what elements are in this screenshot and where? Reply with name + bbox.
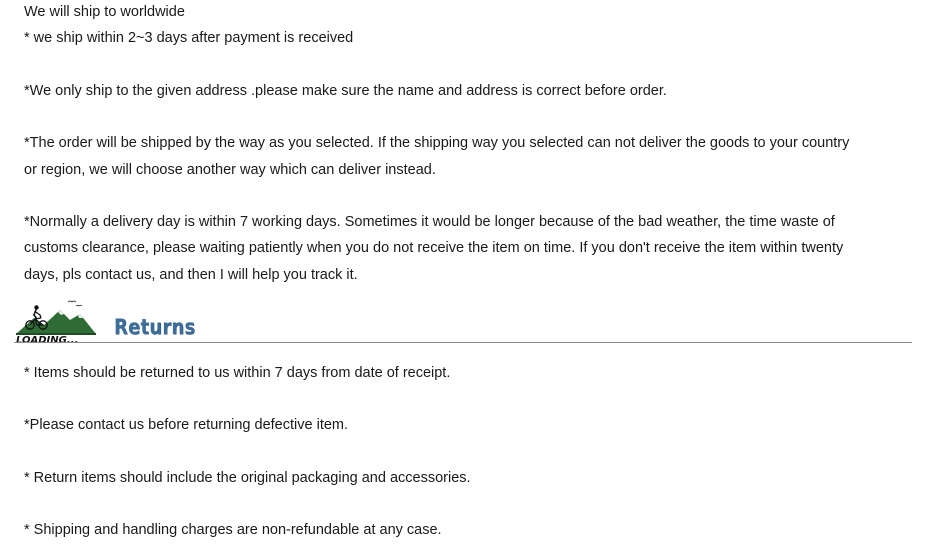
returns-line-window: * Items should be returned to us within 7 days from date of receipt. (24, 365, 451, 381)
shipping-line-dispatch-time: * we ship within 2~3 days after payment is received (24, 30, 354, 46)
cyclist-mountain-icon (14, 298, 98, 344)
returns-line-packaging: * Return items should include the original packaging and accessories. (24, 470, 471, 486)
shipping-line-delivery-3: days, pls contact us, and then I will help you track it. (24, 267, 358, 283)
shipping-line-method-1: *The order will be shipped by the way as you selected. If the shipping way you selected can not deliver the goods to your country (24, 135, 850, 151)
returns-line-contact: *Please contact us before returning defective item. (24, 417, 349, 433)
returns-line-charges: * Shipping and handling charges are non-refundable at any case. (24, 522, 442, 538)
shipping-line-delivery-1: *Normally a delivery day is within 7 working days. Sometimes it would be longer because of the bad weather, the time waste of (24, 214, 835, 230)
shipping-line-delivery-2: customs clearance, please waiting patiently when you do not receive the item on time. If you don't receive the item within twenty (24, 240, 844, 256)
shipping-line-method-2: or region, we will choose another way which can deliver instead. (24, 162, 436, 178)
returns-section-header (14, 298, 912, 344)
shipping-line-worldwide: We will ship to worldwide (24, 4, 185, 20)
shipping-line-address: *We only ship to the given address .please make sure the name and address is correct before order. (24, 83, 667, 99)
returns-divider (14, 342, 912, 343)
returns-title: Returns (114, 315, 196, 339)
logo-text: LOADING... (16, 335, 79, 344)
